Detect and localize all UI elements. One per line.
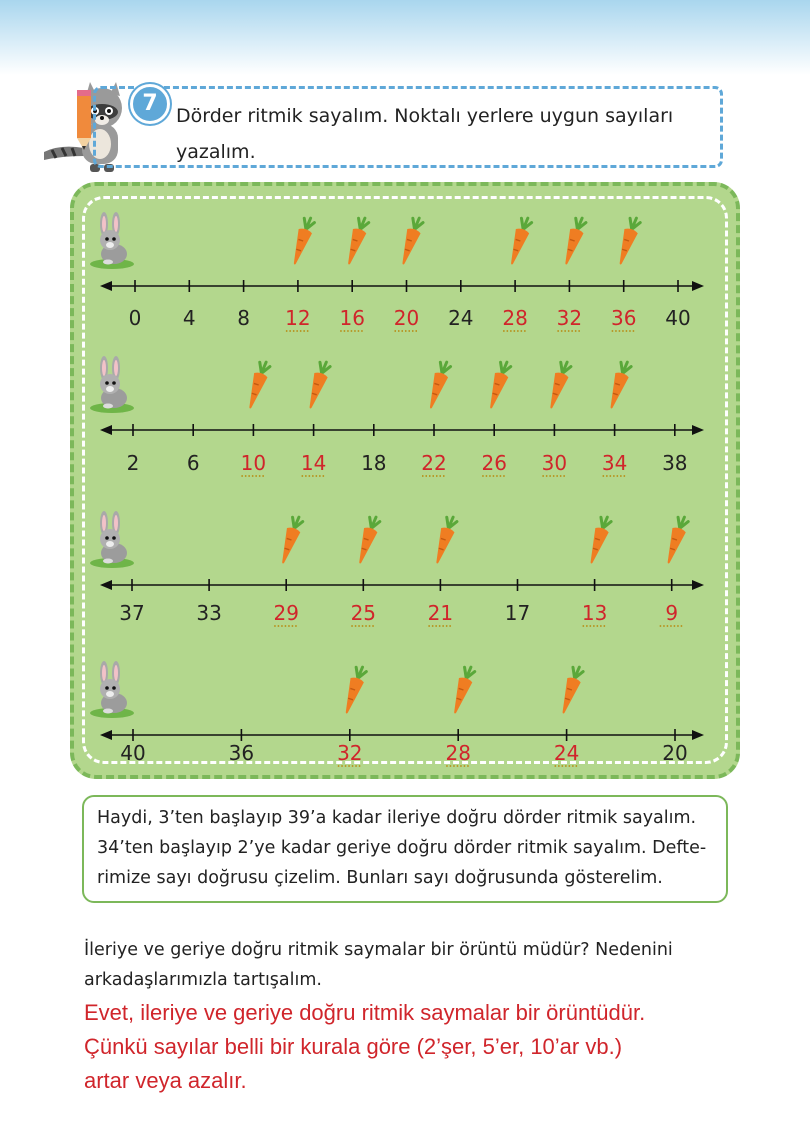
tick-label: 30: [541, 451, 568, 475]
tick-label: 40: [120, 741, 146, 765]
task-text: [97, 803, 722, 893]
tick-label: 16: [339, 306, 365, 330]
carrot-icon: [614, 216, 642, 267]
arrow-left-icon: [100, 580, 112, 590]
task-line-1: Haydi, 3’ten başlayıp 39’a kadar ileriye doğru dörder ritmik sayalım.: [97, 808, 697, 828]
carrot-icon: [304, 360, 332, 411]
number-line-4: [90, 661, 704, 766]
tick-label: 24: [448, 306, 474, 330]
tick-label: 33: [196, 601, 222, 625]
tick-label: 21: [427, 601, 454, 625]
rabbit-icon: [90, 212, 134, 269]
question-line-1: İleriye ve geriye doğru ritmik saymalar bir örüntü müdür? Nedenini: [84, 940, 673, 960]
tick-label: 20: [393, 306, 420, 330]
number-line-2: [90, 356, 704, 476]
tick-label: 24: [553, 741, 580, 765]
tick-label: 4: [182, 306, 196, 330]
tick-label: 32: [337, 741, 363, 765]
tick-label: 14: [300, 451, 327, 475]
tick-label: 25: [350, 601, 377, 625]
arrow-left-icon: [100, 281, 112, 291]
tick-label: 36: [228, 741, 255, 765]
rabbit-icon: [90, 661, 134, 718]
tick-label: 18: [361, 451, 387, 475]
answer-text: [84, 996, 764, 1098]
instruction-line-2: yazalım.: [176, 141, 256, 163]
number-line-1: [90, 212, 704, 331]
tick-label: 22: [421, 451, 447, 475]
tick-label: 28: [445, 741, 471, 765]
tick-label: 0: [128, 306, 142, 330]
task-line-2: 34’ten başlayıp 2’ye kadar geriye doğru dörder ritmik sayalım. Defte-: [97, 838, 707, 858]
tick-label: 37: [119, 601, 145, 625]
tick-label: 28: [502, 306, 528, 330]
tick-label: 17: [504, 601, 531, 625]
tick-label: 10: [240, 451, 267, 475]
carrot-icon: [585, 515, 613, 566]
carrot-icon: [353, 515, 381, 566]
tick-label: 34: [601, 451, 628, 475]
number-line-3: [90, 511, 704, 626]
tick-label: 12: [285, 306, 311, 330]
carrot-icon: [342, 216, 370, 267]
tick-label: 2: [126, 451, 140, 475]
question-line-2: arkadaşlarımızla tartışalım.: [84, 970, 322, 990]
carrot-icon: [430, 515, 458, 566]
carrot-icon: [484, 360, 512, 411]
carrot-icon: [662, 515, 690, 566]
arrow-right-icon: [692, 425, 704, 435]
tick-label: 36: [610, 306, 637, 330]
tick-label: 26: [481, 451, 507, 475]
carrot-icon: [288, 216, 316, 267]
rabbit-icon: [90, 511, 134, 568]
tick-label: 13: [581, 601, 608, 625]
tick-label: 32: [556, 306, 583, 330]
carrot-icon: [396, 216, 424, 267]
arrow-right-icon: [692, 580, 704, 590]
arrow-right-icon: [692, 730, 704, 740]
carrot-icon: [605, 360, 633, 411]
carrot-icon: [448, 665, 476, 716]
answer-line-1: Evet, ileriye ve geriye doğru ritmik saymalar bir örüntüdür.: [84, 1000, 646, 1025]
carrot-icon: [276, 515, 304, 566]
carrot-icon: [544, 360, 572, 411]
carrot-icon: [505, 216, 533, 267]
answer-line-3: artar veya azalır.: [84, 1068, 247, 1093]
tick-label: 38: [662, 451, 688, 475]
rabbit-icon: [90, 356, 134, 413]
instruction-line-1: Dörder ritmik sayalım. Noktalı yerlere uygun sayıları: [176, 105, 674, 127]
tick-label: 20: [662, 741, 688, 765]
tick-label: 29: [273, 601, 299, 625]
tick-label: 8: [237, 306, 250, 330]
exercise-number-badge: 7: [130, 84, 170, 124]
arrow-left-icon: [100, 730, 112, 740]
answer-line-2: Çünkü sayılar belli bir kurala göre (2’şer, 5’er, 10’ar vb.): [84, 1034, 623, 1059]
tick-label: 9: [665, 601, 679, 625]
discussion-question: [84, 935, 744, 995]
carrot-icon: [557, 665, 585, 716]
carrot-icon: [559, 216, 587, 267]
arrow-left-icon: [100, 425, 112, 435]
tick-label: 6: [186, 451, 200, 475]
arrow-right-icon: [692, 281, 704, 291]
carrot-icon: [424, 360, 452, 411]
tick-label: 40: [665, 306, 691, 330]
carrot-icon: [340, 665, 368, 716]
task-line-3: rimize sayı doğrusu çizelim. Bunları sayı doğrusunda gösterelim.: [97, 868, 663, 888]
carrot-icon: [243, 360, 271, 411]
